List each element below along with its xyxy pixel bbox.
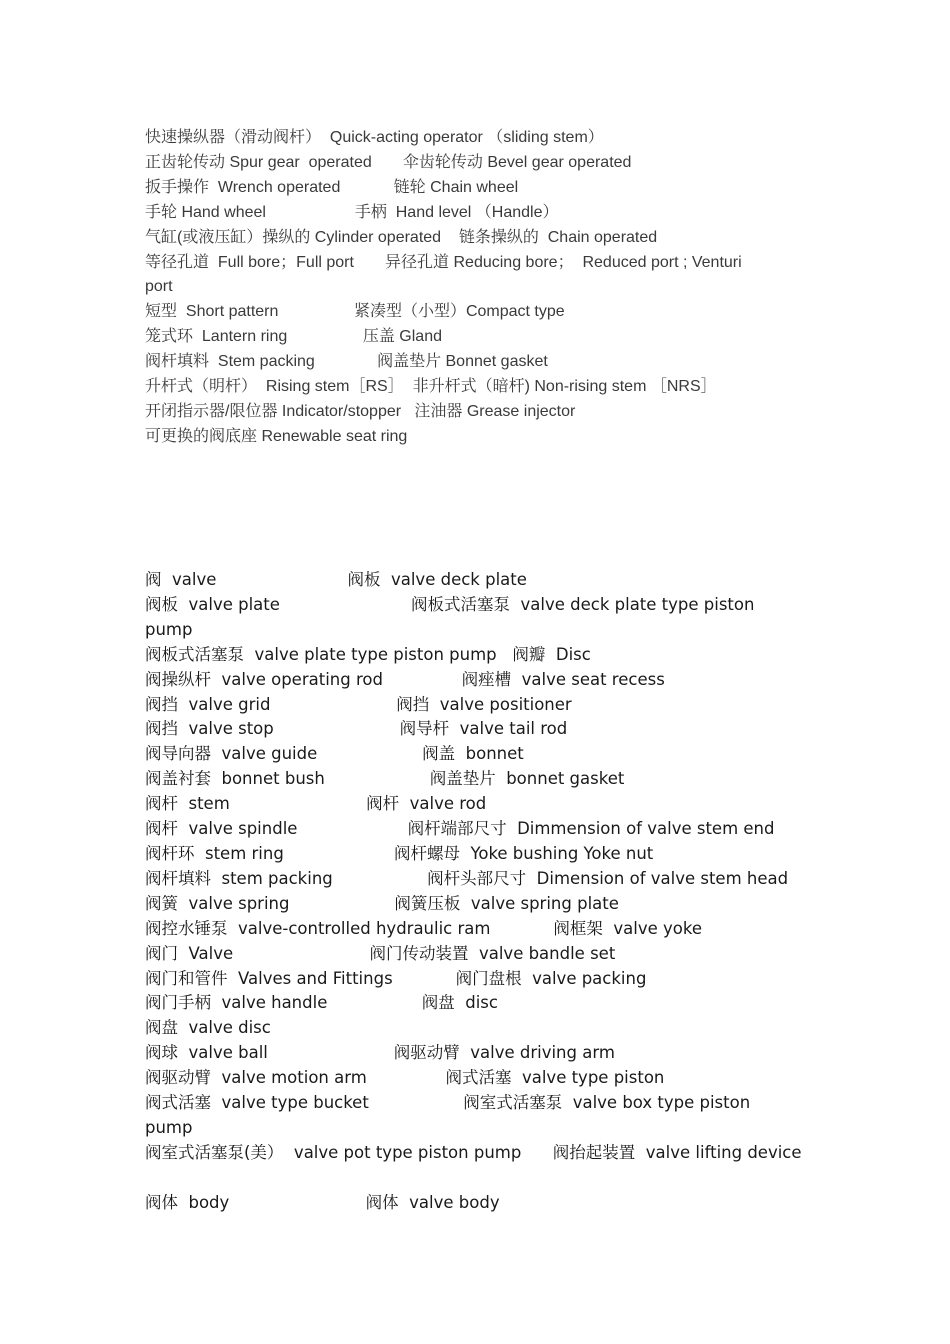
glossary-line: 阀门和管件 Valves and Fittings 阀门盘根 valve packing <box>145 968 647 988</box>
glossary-line: 阀簧 valve spring 阀簧压板 valve spring plate <box>145 893 619 913</box>
glossary-line: 短型 Short pattern 紧凑型（小型）Compact type <box>145 303 565 321</box>
glossary-line: 开闭指示器/限位器 Indicator/stopper 注油器 Grease injector <box>145 402 576 420</box>
glossary-line: 阀式活塞 valve type bucket 阀室式活塞泵 valve box type piston <box>145 1093 751 1113</box>
glossary-line: 阀体 body 阀体 valve body <box>145 1192 500 1212</box>
glossary-line: 阀杆环 stem ring 阀杆螺母 Yoke bushing Yoke nut <box>145 843 654 863</box>
glossary-line: 阀控水锤泵 valve-controlled hydraulic ram 阀框架 valve yoke <box>145 918 702 938</box>
glossary-line: 正齿轮传动 Spur gear operated 伞齿轮传动 Bevel gear operated <box>145 153 632 171</box>
glossary-line: 阀门手柄 valve handle 阀盘 disc <box>145 993 498 1013</box>
glossary-line: 阀盘 valve disc <box>145 1018 271 1038</box>
glossary-line: 阀杆填料 stem packing 阀杆头部尺寸 Dimension of valve stem head <box>145 868 789 888</box>
glossary-line: 等径孔道 Full bore；Full port 异径孔道 Reducing bore； Reduced port ; Venturi <box>145 253 742 271</box>
glossary-line: 阀杆 stem 阀杆 valve rod <box>145 794 487 814</box>
glossary-line: 阀板 valve plate 阀板式活塞泵 valve deck plate type piston <box>145 594 755 614</box>
glossary-line: pump <box>145 1117 193 1137</box>
glossary-line: 阀室式活塞泵(美） valve pot type piston pump 阀抬起装置 valve lifting device <box>145 1142 802 1162</box>
glossary-line: 扳手操作 Wrench operated 链轮 Chain wheel <box>145 178 519 196</box>
glossary-line: 阀导向器 valve guide 阀盖 bonnet <box>145 744 524 764</box>
glossary-line: 阀杆 valve spindle 阀杆端部尺寸 Dimmension of valve stem end <box>145 819 775 839</box>
glossary-line: 阀杆填料 Stem packing 阀盖垫片 Bonnet gasket <box>145 353 548 371</box>
glossary-line: port <box>145 278 173 296</box>
glossary-line: 可更换的阀底座 Renewable seat ring <box>145 427 408 445</box>
valve-terms-glossary <box>145 568 825 1216</box>
glossary-line: 气缸(或液压缸）操纵的 Cylinder operated 链条操纵的 Chain operated <box>145 228 658 246</box>
glossary-line: 阀板式活塞泵 valve plate type piston pump 阀瓣 Disc <box>145 644 591 664</box>
glossary-line: 阀门 Valve 阀门传动装置 valve bandle set <box>145 943 616 963</box>
blank-line <box>145 1166 825 1191</box>
glossary-line: pump <box>145 619 193 639</box>
glossary-line: 快速操纵器（滑动阀杆） Quick-acting operator （sliding stem） <box>145 129 604 146</box>
glossary-line: 阀操纵杆 valve operating rod 阀痤槽 valve seat recess <box>145 669 665 689</box>
glossary-line: 升杆式（明杆） Rising stem［RS］ 非升杆式（暗杆) Non-rising stem ［NRS］ <box>145 378 717 396</box>
glossary-line: 阀挡 valve grid 阀挡 valve positioner <box>145 694 572 714</box>
glossary-line: 手轮 Hand wheel 手柄 Hand level （Handle） <box>145 203 559 221</box>
glossary-line: 阀挡 valve stop 阀导杆 valve tail rod <box>145 719 568 739</box>
glossary-line: 阀驱动臂 valve motion arm 阀式活塞 valve type piston <box>145 1068 665 1088</box>
glossary-line: 阀 valve 阀板 valve deck plate <box>145 570 527 589</box>
valve-operator-glossary <box>145 126 805 450</box>
glossary-line: 阀球 valve ball 阀驱动臂 valve driving arm <box>145 1043 615 1063</box>
glossary-line: 笼式环 Lantern ring 压盖 Gland <box>145 328 442 346</box>
glossary-line: 阀盖衬套 bonnet bush 阀盖垫片 bonnet gasket <box>145 769 625 789</box>
